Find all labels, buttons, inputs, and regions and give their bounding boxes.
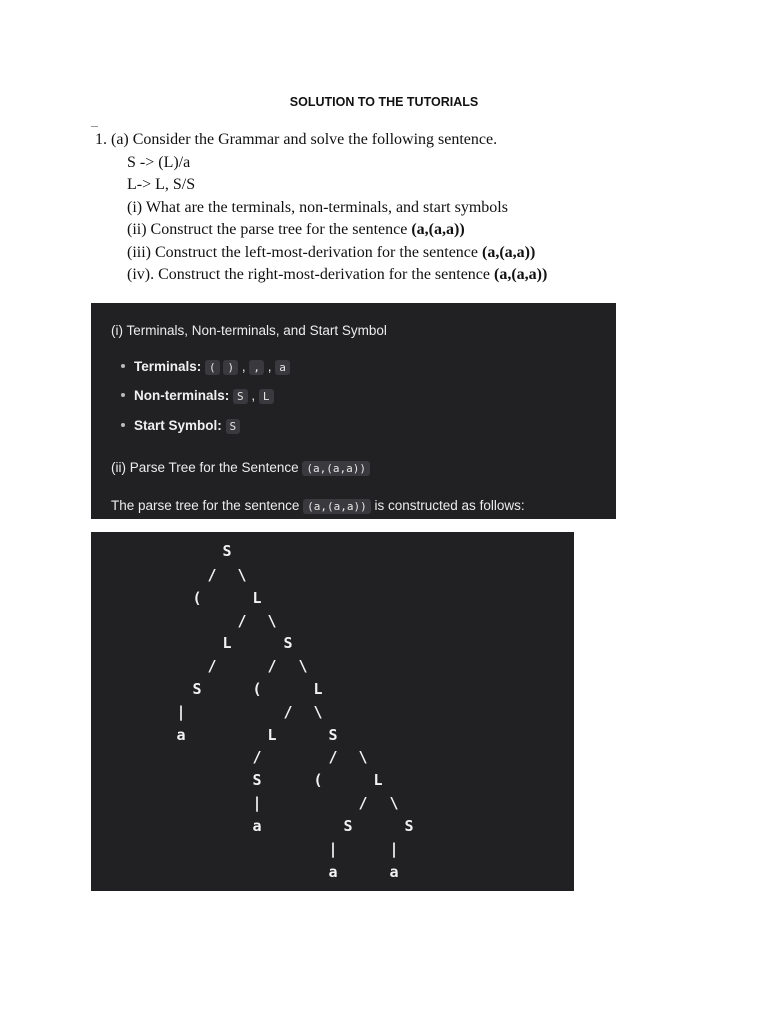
tree-node-s: S bbox=[252, 771, 262, 789]
terminals-label: Terminals: bbox=[134, 359, 202, 374]
question-part-4 bbox=[95, 264, 655, 287]
tree-node-a: a bbox=[176, 726, 186, 744]
section-2-heading bbox=[111, 460, 370, 475]
question-part-sentence: (a,(a,a)) bbox=[411, 221, 465, 238]
tree-edge: \ bbox=[389, 794, 399, 812]
para-after: is constructed as follows: bbox=[374, 498, 525, 513]
bullet-dot bbox=[121, 393, 125, 397]
bullet-dot bbox=[121, 364, 125, 368]
tree-node-s: S bbox=[283, 634, 293, 652]
margin-mark bbox=[91, 126, 98, 127]
tree-node-l: L bbox=[222, 634, 232, 652]
nonterminals-label: Non-terminals: bbox=[134, 388, 230, 403]
question-part-2 bbox=[95, 219, 655, 242]
parse-tree-panel bbox=[91, 532, 574, 891]
tree-edge: / bbox=[328, 748, 338, 766]
section-1-heading: (i) Terminals, Non-terminals, and Start Symbol bbox=[111, 323, 387, 338]
nonterminals-item: Non-terminals: S , L bbox=[121, 388, 274, 403]
terminal-code: ( bbox=[205, 360, 220, 375]
start-symbol-code: S bbox=[226, 419, 241, 434]
tree-node-l: L bbox=[267, 726, 277, 744]
question-part-1 bbox=[95, 197, 655, 220]
page-title: SOLUTION TO THE TUTORIALS bbox=[289, 95, 479, 109]
nonterminal-code: S bbox=[233, 389, 248, 404]
sentence-code: (a,(a,a)) bbox=[303, 499, 371, 514]
tree-edge: / bbox=[207, 657, 217, 675]
grammar-rule-1: S -> (L)/a bbox=[127, 153, 191, 171]
tree-node-s: S bbox=[328, 726, 338, 744]
tree-edge: / bbox=[358, 794, 368, 812]
cropped-text-line bbox=[92, 289, 612, 292]
tree-edge: / bbox=[207, 566, 217, 584]
start-symbol-item bbox=[121, 418, 240, 433]
tree-node-open-paren: ( bbox=[252, 680, 262, 698]
tree-node-open-paren: ( bbox=[313, 771, 323, 789]
tree-node-l: L bbox=[313, 680, 323, 698]
question-intro: 1. (a) Consider the Grammar and solve the following sentence. bbox=[95, 131, 498, 148]
question-part-text: (i) What are the terminals, non-terminals, and start symbols bbox=[127, 198, 508, 216]
tree-edge: \ bbox=[298, 657, 308, 675]
tree-node-a: a bbox=[252, 817, 262, 835]
question-part-3 bbox=[95, 242, 655, 265]
tree-node-a: a bbox=[389, 863, 399, 881]
tree-node-s: S bbox=[343, 817, 353, 835]
tree-edge: | bbox=[176, 703, 186, 721]
answer-panel bbox=[91, 303, 616, 519]
terminals-item: Terminals: ( ) , , , a bbox=[121, 359, 290, 374]
tree-node-l: L bbox=[373, 771, 383, 789]
parse-tree-intro bbox=[111, 498, 525, 513]
nonterminal-code: L bbox=[259, 389, 274, 404]
tree-edge: | bbox=[252, 794, 262, 812]
tree-edge: / bbox=[283, 703, 293, 721]
tree-edge: \ bbox=[358, 748, 368, 766]
question-part-text: (iv). Construct the right-most-derivation for the sentence bbox=[127, 266, 495, 283]
start-symbol-label: Start Symbol: bbox=[134, 418, 222, 433]
bullet-dot bbox=[121, 423, 125, 427]
sentence-code: (a,(a,a)) bbox=[302, 461, 370, 476]
question-block bbox=[95, 129, 655, 287]
terminal-code: , bbox=[249, 360, 264, 375]
question-part-text: (iii) Construct the left-most-derivation for the sentence bbox=[127, 243, 482, 261]
terminal-code: ) bbox=[223, 360, 238, 375]
tree-node-a: a bbox=[328, 863, 338, 881]
tree-edge: | bbox=[389, 840, 399, 858]
tree-node-root-s: S bbox=[222, 542, 232, 560]
tree-edge: / bbox=[267, 657, 277, 675]
tree-node-l: L bbox=[252, 589, 262, 607]
question-part-text: (ii) Construct the parse tree for the sentence bbox=[127, 221, 412, 238]
tree-edge: / bbox=[252, 748, 262, 766]
tree-edge: \ bbox=[237, 566, 247, 584]
tree-edge: \ bbox=[313, 703, 323, 721]
para-before: The parse tree for the sentence bbox=[111, 498, 300, 513]
tree-edge: \ bbox=[267, 612, 277, 630]
tree-node-open-paren: ( bbox=[192, 589, 202, 607]
tree-edge: / bbox=[237, 612, 247, 630]
tree-edge: | bbox=[328, 840, 338, 858]
question-part-sentence: (a,(a,a)) bbox=[482, 243, 536, 261]
tree-node-s: S bbox=[404, 817, 414, 835]
parse-tree bbox=[91, 532, 574, 891]
grammar-rule-2: L-> L, S/S bbox=[127, 176, 196, 193]
tree-node-s: S bbox=[192, 680, 202, 698]
terminal-code: a bbox=[275, 360, 290, 375]
question-part-sentence: (a,(a,a)) bbox=[494, 266, 548, 283]
section-2-heading-text: (ii) Parse Tree for the Sentence bbox=[111, 460, 299, 475]
